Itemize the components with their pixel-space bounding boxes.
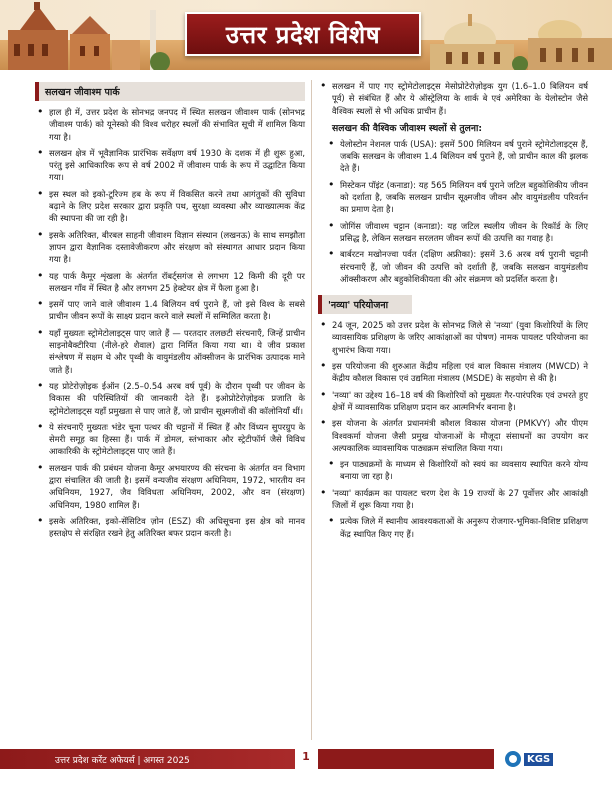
- nayya-list-2: [318, 487, 588, 512]
- footer-bar-right: [318, 749, 494, 769]
- list-item: • इसमें पाए जाने वाले जीवाश्म 1.4 बिलियन वर्ष पुराने हैं, जो इसे विश्व के सबसे प्राचीन जीवन रूपों के साक्ष्य प्रदान करने वाले स्थलों में सम्मिलित करता है।: [35, 298, 305, 323]
- footer-label: उत्तर प्रदेश करेंट अफेयर्स | अगस्त 2025: [55, 756, 190, 766]
- list-item: • जोगिंस जीवाश्म चट्टान (कनाडा): यह जटिल स्थलीय जीवन के रिकॉर्ड के लिए प्रसिद्ध है, लेकिन सलखन सरलतम जीवन रूपों की उत्पत्ति का गवाह है।: [318, 220, 588, 245]
- comparison-list: [318, 138, 588, 285]
- logo-text: KGS: [524, 753, 553, 766]
- list-item: • सलखन में पाए गए स्ट्रोमेटोलाइट्स मेसोप्रोटेरोज़ोइक युग (1.6–1.0 बिलियन वर्ष पूर्व) से संबंधित हैं और ये ऑस्ट्रेलिया के शार्क बे एवं अमेरिका के येलोस्टोन जैसे वैश्विक स्थलों से भी अधिक प्राचीन हैं।: [318, 80, 588, 117]
- section-heading-salkhan: सलखन जीवाश्म पार्क: [35, 82, 305, 101]
- list-item: • इन पाठ्यक्रमों के माध्यम से किशोरियों को स्वयं का व्यवसाय स्थापित करने योग्य बनाया जा रहा है।: [318, 458, 588, 483]
- list-item: • 24 जून, 2025 को उत्तर प्रदेश के सोनभद्र जिले से 'नव्या' (युवा किशोरियों के लिए व्यावसायिक प्रशिक्षण के जरिए आकांक्षाओं का पोषण) नामक पायलट परियोजना का शुभारंभ किया गया।: [318, 319, 588, 356]
- list-item: • इसके अतिरिक्त, इको-सेंसिटिव ज़ोन (ESZ) की अधिसूचना इस क्षेत्र को मानव हस्तक्षेप से संरक्षित रखने हेतु अतिरिक्त बफर प्रदान करती है।: [35, 515, 305, 540]
- page-footer: [0, 749, 612, 769]
- list-item: • सलखन पार्क की प्रबंधन योजना कैमूर अभयारण्य की संरचना के अंतर्गत वन विभाग द्वारा संचालित की जाती है। इसमें वन्यजीव संरक्षण अधिनियम, 1972, भारतीय वन अधिनियम, 1927, जैव विविधता अधिनियम, 2002, और वन (संरक्षण) अधिनियम, 1980 शामिल हैं।: [35, 462, 305, 511]
- header-banner: [0, 0, 612, 70]
- left-column: [35, 80, 305, 544]
- list-item: • प्रत्येक जिले में स्थानीय आवश्यकताओं के अनुरूप रोजगार-भूमिका-विशिष्ट प्रशिक्षण केंद्र स्थापित किए गए हैं।: [318, 515, 588, 540]
- list-item: • बार्बरटन मखोनज्वा पर्वत (दक्षिण अफ्रीका): इसमें 3.6 अरब वर्ष पुरानी चट्टानी संरचनाएँ हैं, जो जीवन की उत्पत्ति को दर्शाती हैं, जबकि सलखन वायुमंडलीय ऑक्सीकरण और बहुकोशिकीयता की ओर संक्रमण को प्रदर्शित करता है।: [318, 248, 588, 285]
- kgs-logo: [505, 750, 563, 768]
- list-item: • यह पार्क कैमूर शृंखला के अंतर्गत रॉबर्ट्सगंज से लगभग 12 किमी की दूरी पर सलखन गाँव में स्थित है और लगभग 25 हेक्टेयर क्षेत्र में फैला हुआ है।: [35, 270, 305, 295]
- list-item: • ये संरचनाएँ मुख्यतः भंडेर चूना पत्थर की चट्टानों में स्थित हैं और विंध्यन सुपरग्रुप के सेमरी समूह का हिस्सा हैं। पार्क में डोमल, स्तंभाकार और स्ट्रेटीफॉर्म जैसे विविध आकारिकी के स्ट्रोमेटोलाइट्स पाए जाते हैं।: [35, 421, 305, 458]
- nayya-list: [318, 319, 588, 454]
- right-column: [318, 80, 588, 544]
- nayya-sublist-1: [318, 458, 588, 483]
- list-item: • इस योजना के अंतर्गत प्रधानमंत्री कौशल विकास योजना (PMKVY) और पीएम विश्वकर्मा योजना जैसी प्रमुख योजनाओं के मौजूदा संसाधनों का उपयोग कर अल्पकालिक व्यावसायिक पाठ्यक्रम संचालित किया गया।: [318, 417, 588, 454]
- list-item: • इसके अतिरिक्त, बीरबल साहनी जीवाश्म विज्ञान संस्थान (लखनऊ) के साथ समझौता ज्ञापन द्वारा वैज्ञानिक दस्तावेजीकरण और संरक्षण को संस्थागत आधार प्रदान किया गया है।: [35, 229, 305, 266]
- comparison-heading: सलखन की वैश्विक जीवाश्म स्थलों से तुलना:: [332, 122, 483, 134]
- salkhan-list: [35, 106, 305, 540]
- list-item: • हाल ही में, उत्तर प्रदेश के सोनभद्र जनपद में स्थित सलखन जीवाश्म पार्क (सोनभद्र जीवाश्म पार्क) को यूनेस्को की विश्व धरोहर स्थलों की संभावित सूची में शामिल किया गया है।: [35, 106, 305, 143]
- list-item: • सलखन क्षेत्र में भूवैज्ञानिक प्रारंभिक सर्वेक्षण वर्ष 1930 के दशक में ही शुरू हुआ, परंतु इसे आधिकारिक रूप से वर्ष 2002 में जीवाश्म पार्क के रूप में उद्घाटित किया गया।: [35, 147, 305, 184]
- list-item: • इस स्थल को इको-टूरिज्म हब के रूप में विकसित करने तथा आगंतुकों की सुविधा बढ़ाने के लिए प्रदेश सरकार द्वारा प्रकृति पथ, सुरक्षा व्यवस्था और व्याख्यात्मक केंद्र की स्थापना की जा रही है।: [35, 188, 305, 225]
- section-heading-nayya: 'नव्या' परियोजना: [318, 295, 412, 314]
- page-title: उत्तर प्रदेश विशेष: [225, 20, 381, 49]
- logo-mark-icon: [505, 751, 521, 767]
- list-item: • यह प्रोटेरोज़ोइक ईऑन (2.5–0.54 अरब वर्ष पूर्व) के दौरान पृथ्वी पर जीवन के विकास की परिस्थितियों की जानकारी देते हैं। इओप्रोटेरोज़ोइक प्रजाति के स्ट्रोमेटोलाइट्स यहाँ प्रमुखता से पाए जाते हैं, जो प्राचीन सूक्ष्मजीवों की कॉलोनियाँ थीं।: [35, 380, 305, 417]
- salkhan-list-continued: [318, 80, 588, 117]
- nayya-sublist-2: [318, 515, 588, 540]
- list-item: • इस परियोजना की शुरुआत केंद्रीय महिला एवं बाल विकास मंत्रालय (MWCD) ने केंद्रीय कौशल विकास एवं उद्यमिता मंत्रालय (MSDE) के सहयोग से की है।: [318, 360, 588, 385]
- list-item: • येलोस्टोन नेशनल पार्क (USA): इसमें 500 मिलियन वर्ष पुराने स्ट्रोमेटोलाइट्स हैं, जबकि सलखन के जीवाश्म 1.4 बिलियन वर्ष पुराने हैं, जो प्राचीन काल की झलक देते हैं।: [318, 138, 588, 175]
- page-number: 1: [302, 750, 310, 763]
- list-item: • मिस्टेकन पॉइंट (कनाडा): यह 565 मिलियन वर्ष पुराने जटिल बहुकोशिकीय जीवन को दर्शाता है, जबकि सलखन प्राचीन सूक्ष्मजीव जीवन और वायुमंडलीय परिवर्तन का प्रमाण देता है।: [318, 179, 588, 216]
- list-item: • यहाँ मुख्यतः स्ट्रोमेटोलाइट्स पाए जाते हैं — परतदार तलछटी संरचनाएँ, जिन्हें प्राचीन साइनोबैक्टीरिया (नीले-हरे शैवाल) द्वारा निर्मित किया गया था। ये जीव प्रकाश संश्लेषण में सक्षम थे और पृथ्वी के वायुमंडलीय ऑक्सीजन के प्रारंभिक उत्पादक माने जाते हैं।: [35, 327, 305, 376]
- page-title-box: [185, 12, 421, 56]
- list-item: • 'नव्या' कार्यक्रम का पायलट चरण देश के 19 राज्यों के 27 पूर्वोत्तर और आकांक्षी जिलों में शुरू किया गया है।: [318, 487, 588, 512]
- list-item: • 'नव्या' का उद्देश्य 16–18 वर्ष की किशोरियों को मुख्यतः गैर-पारंपरिक एवं उभरते हुए क्षेत्रों में व्यावसायिक प्रशिक्षण प्रदान कर आत्मनिर्भर बनाना है।: [318, 389, 588, 414]
- column-divider: [311, 80, 312, 740]
